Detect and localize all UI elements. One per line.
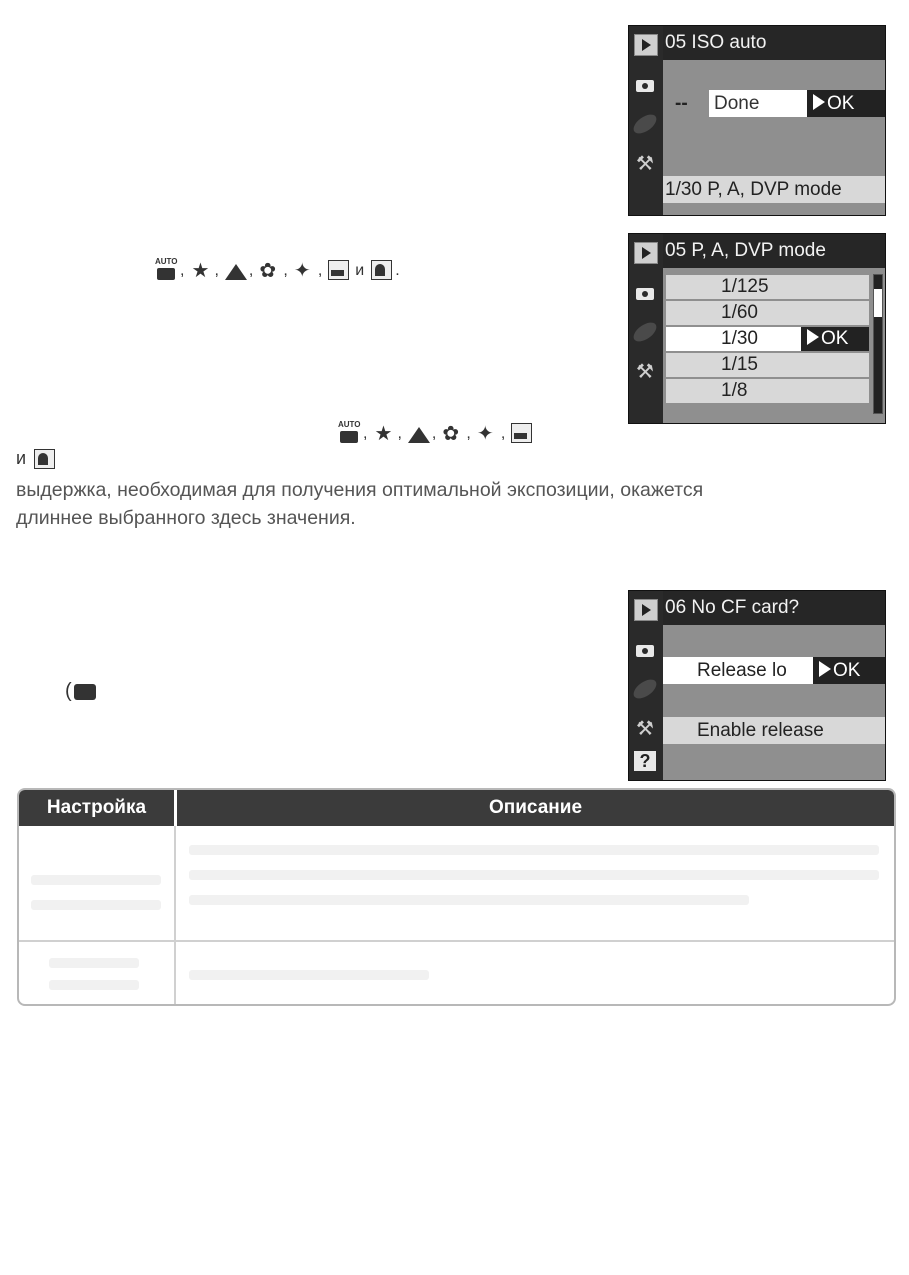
landscape-icon [224, 258, 246, 280]
play-triangle-icon [819, 661, 831, 677]
ok-label: OK [827, 93, 855, 114]
menu-title: 05 ISO auto [663, 26, 885, 60]
paren: ( [65, 680, 72, 702]
mode-icon-row-3 [16, 447, 55, 469]
column-header-setting: Настройка [19, 790, 177, 826]
auto-mode-icon [338, 421, 360, 443]
table-row [49, 980, 139, 990]
reference-icon [74, 684, 96, 700]
item-label: 1/60 [721, 302, 758, 323]
menu-panel [663, 60, 885, 215]
wrench-icon: ⚒ [636, 153, 654, 175]
lcd-screen-iso-auto [628, 25, 886, 216]
ok-label: OK [821, 328, 849, 349]
play-icon [634, 34, 658, 56]
play-icon [634, 599, 658, 621]
ok-button[interactable] [813, 657, 885, 684]
mode-icon-row-2: AUTO , ★ , , ✿ , ✦ , [338, 421, 532, 443]
play-triangle-icon [807, 329, 819, 345]
table-row [189, 970, 429, 980]
column-divider [174, 826, 176, 1004]
mode-icon-row-1: AUTO , ★ , , ✿ , ✦ , и . [155, 258, 402, 280]
pencil-icon [634, 322, 656, 342]
sport-icon [293, 258, 315, 280]
option-done[interactable] [663, 90, 885, 117]
column-header-description: Описание [488, 797, 583, 818]
menu-rail [629, 26, 663, 215]
camera-icon [634, 74, 656, 94]
item-label: 1/15 [721, 354, 758, 375]
and-word: и [355, 262, 365, 279]
sport-icon [476, 421, 498, 443]
option-dash: -- [675, 93, 688, 114]
macro-icon [258, 258, 280, 280]
macro-icon [441, 421, 463, 443]
menu-rail [629, 591, 663, 780]
settings-table [17, 788, 896, 1006]
body-text-line-1: выдержка, необходимая для получения оптимальной экспозиции, окажется [16, 479, 704, 501]
value-label: 1/30 P, A, DVP mode [665, 179, 842, 200]
pencil-icon [634, 114, 656, 134]
wrench-icon: ⚒ [636, 718, 654, 740]
portrait-icon [189, 258, 211, 280]
menu-rail [629, 234, 663, 423]
pencil-icon [634, 679, 656, 699]
camera-icon [634, 639, 656, 659]
table-row [49, 958, 139, 968]
list-item-selected[interactable] [666, 327, 869, 351]
option-value[interactable] [663, 176, 885, 203]
option-release-locked[interactable] [663, 657, 885, 684]
portrait-icon [372, 421, 394, 443]
table-row [189, 870, 879, 880]
item-label: 1/30 [721, 328, 758, 349]
ok-button[interactable] [807, 90, 885, 117]
table-header [19, 790, 894, 826]
ok-label: OK [833, 660, 861, 681]
menu-panel [663, 268, 885, 423]
table-row [31, 875, 161, 885]
play-triangle-icon [813, 94, 825, 110]
done-label: Done [714, 93, 760, 114]
reference-note [65, 680, 96, 703]
night-landscape-icon [510, 421, 532, 443]
row-divider [19, 940, 894, 942]
option-label: Release lo [697, 660, 787, 681]
table-row [31, 900, 161, 910]
and-word: и [16, 448, 27, 468]
list-item[interactable] [666, 301, 869, 325]
table-row [189, 895, 749, 905]
scrollbar-thumb[interactable] [874, 289, 882, 317]
body-text-line-2: длиннее выбранного здесь значения. [16, 507, 356, 529]
list-item[interactable] [666, 275, 869, 299]
night-portrait-icon [370, 258, 392, 280]
wrench-icon: ⚒ [636, 361, 654, 383]
ok-button[interactable] [801, 327, 869, 351]
item-label: 1/125 [721, 276, 769, 297]
camera-icon [634, 282, 656, 302]
menu-title: 05 P, A, DVP mode [663, 234, 885, 268]
help-icon[interactable]: ? [634, 751, 656, 771]
list-item[interactable] [666, 353, 869, 377]
menu-title: 06 No CF card? [663, 591, 885, 625]
menu-panel [663, 625, 885, 780]
item-label: 1/8 [721, 380, 748, 401]
option-label: Enable release [697, 720, 824, 741]
table-row [189, 845, 879, 855]
option-enable-release[interactable] [663, 717, 885, 744]
auto-mode-icon [155, 258, 177, 280]
scrollbar[interactable] [873, 274, 883, 414]
lcd-screen-dvp-mode [628, 233, 886, 424]
play-icon [634, 242, 658, 264]
night-portrait-icon [33, 447, 55, 469]
lcd-screen-no-cf-card [628, 590, 886, 781]
landscape-icon [407, 421, 429, 443]
list-item[interactable] [666, 379, 869, 403]
night-landscape-icon [327, 258, 349, 280]
